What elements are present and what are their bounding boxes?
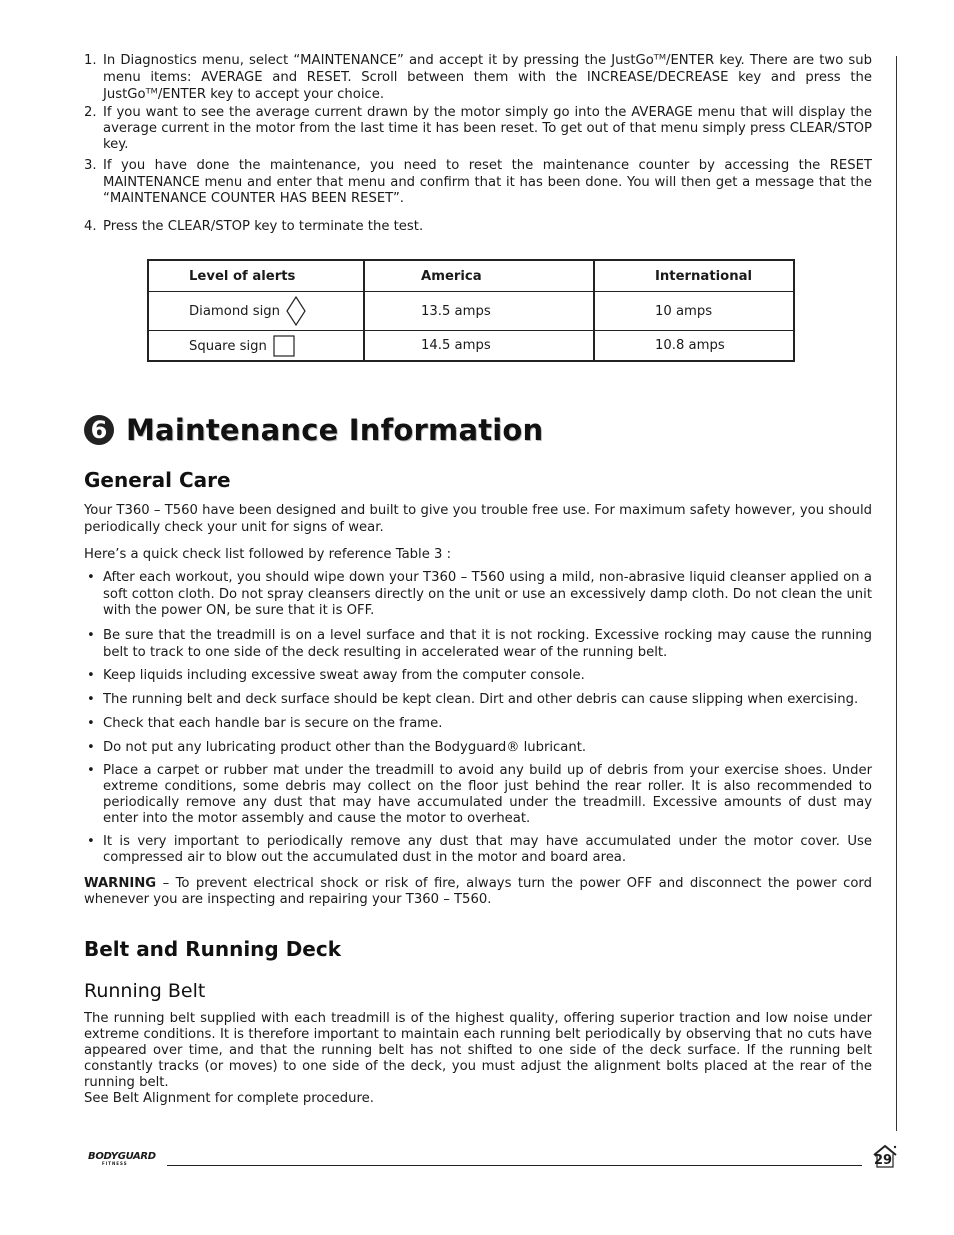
table-header: America — [364, 260, 594, 292]
table-cell: 10.8 amps — [594, 331, 794, 362]
table-cell: Diamond sign — [148, 292, 364, 331]
step-item: 2. If you want to see the average current drawn by the motor simply go into the AVERAGE menu that will display the average current in the motor from the last time it has been reset. To get out of that menu simply press CLEAR/STOP key. — [84, 105, 872, 152]
running-belt-heading: Running Belt — [84, 980, 206, 1002]
general-care-heading: General Care — [84, 468, 231, 492]
warning-label: WARNING — [84, 876, 157, 891]
table-header: International — [594, 260, 794, 292]
table-cell: 10 amps — [594, 292, 794, 331]
step-item: 1. In Diagnostics menu, select “MAINTENANCE” and accept it by pressing the JustGoᵀᴹ/ENTER key. There are two sub menu items: AVERAGE and RESET. Scroll between them with the INCREASE/DECREASE key and press the JustGoᵀᴹ/ENTER key to accept your choice. — [84, 53, 872, 102]
see-also-text: See Belt Alignment for complete procedure. — [84, 1091, 374, 1106]
table-cell: Square sign — [148, 331, 364, 362]
step-item: 3. If you have done the maintenance, you need to reset the maintenance counter by accessing the RESET MAINTENANCE menu and enter that menu and confirm that it has been done. You will then get a message that the “MAINTENANCE COUNTER HAS BEEN RESET”. — [84, 158, 872, 206]
section-title — [84, 410, 543, 450]
general-care-intro: Your T360 – T560 have been designed and built to give you trouble free use. For maximum safety however, you should periodically check your unit for signs of wear. — [84, 503, 872, 535]
warning-paragraph: WARNING – To prevent electrical shock or risk of fire, always turn the power OFF and disconnect the power cord whenever you are inspecting and repairing your T360 – T560. — [84, 876, 872, 907]
list-item: • Do not put any lubricating product other than the Bodyguard® lubricant. — [84, 740, 872, 757]
table-cell: 13.5 amps — [364, 292, 594, 331]
list-item: • Place a carpet or rubber mat under the treadmill to avoid any build up of debris from your exercise shoes. Under extreme conditions, some debris may collect on the floor just behind the rear roller. It is also recommended to periodically remove any dust that may have accumulated under the treadmill. Excessive amounts of dust may enter into the motor assembly and cause the motor to overheat. — [84, 763, 872, 827]
maintenance-steps — [84, 52, 872, 235]
alert-levels-table — [147, 259, 795, 362]
list-item: • The running belt and deck surface should be kept clean. Dirt and other debris can cause slipping when exercising. — [84, 692, 872, 709]
table-header: Level of alerts — [148, 260, 364, 292]
square-icon — [273, 335, 295, 357]
diamond-icon — [286, 296, 306, 326]
section-number-badge: 6 — [84, 415, 114, 445]
brand-logo: BODYGUARD FITNESS — [88, 1151, 156, 1166]
running-belt-text: The running belt supplied with each treadmill is of the highest quality, offering superior traction and low noise under extreme conditions. It is therefore important to maintain each running belt periodically by observing that no cuts have appeared over time, and that the running belt has not shifted to one side of the deck surface. If the running belt constantly tracks (or moves) to one side of the deck, you must adjust the alignment bolts placed at the rear of the running belt. — [84, 1011, 872, 1090]
list-item: • Check that each handle bar is secure on the frame. — [84, 716, 872, 733]
table-row — [148, 331, 794, 362]
checklist-lead: Here’s a quick check list followed by reference Table 3 : — [84, 547, 452, 562]
footer-rule — [167, 1165, 862, 1166]
step-item: 4. Press the CLEAR/STOP key to terminate the test. — [84, 218, 424, 234]
section-heading: Maintenance Information — [126, 413, 544, 447]
list-item: • After each workout, you should wipe down your T360 – T560 using a mild, non-abrasive liquid cleanser applied on a soft cotton cloth. Do not spray cleansers directly on the unit or use an excessively damp cloth. Do not clean the unit with the power ON, be sure that it is OFF. — [84, 570, 872, 620]
table-cell: 14.5 amps — [364, 331, 594, 362]
list-item: • Be sure that the treadmill is on a level surface and that it is not rocking. Excessive rocking may cause the running belt to track to one side of the deck resulting in accelerated wear of the running belt. — [84, 628, 872, 661]
table-header-row — [148, 260, 794, 292]
right-margin-rule — [896, 56, 897, 1131]
belt-deck-heading: Belt and Running Deck — [84, 937, 342, 961]
list-item: • It is very important to periodically remove any dust that may have accumulated under the motor cover. Use compressed air to blow out the accumulated dust in the motor and board area. — [84, 834, 872, 866]
table-row — [148, 292, 794, 331]
list-item: • Keep liquids including excessive sweat away from the computer console. — [84, 668, 872, 685]
page-number: 29 — [874, 1153, 893, 1168]
